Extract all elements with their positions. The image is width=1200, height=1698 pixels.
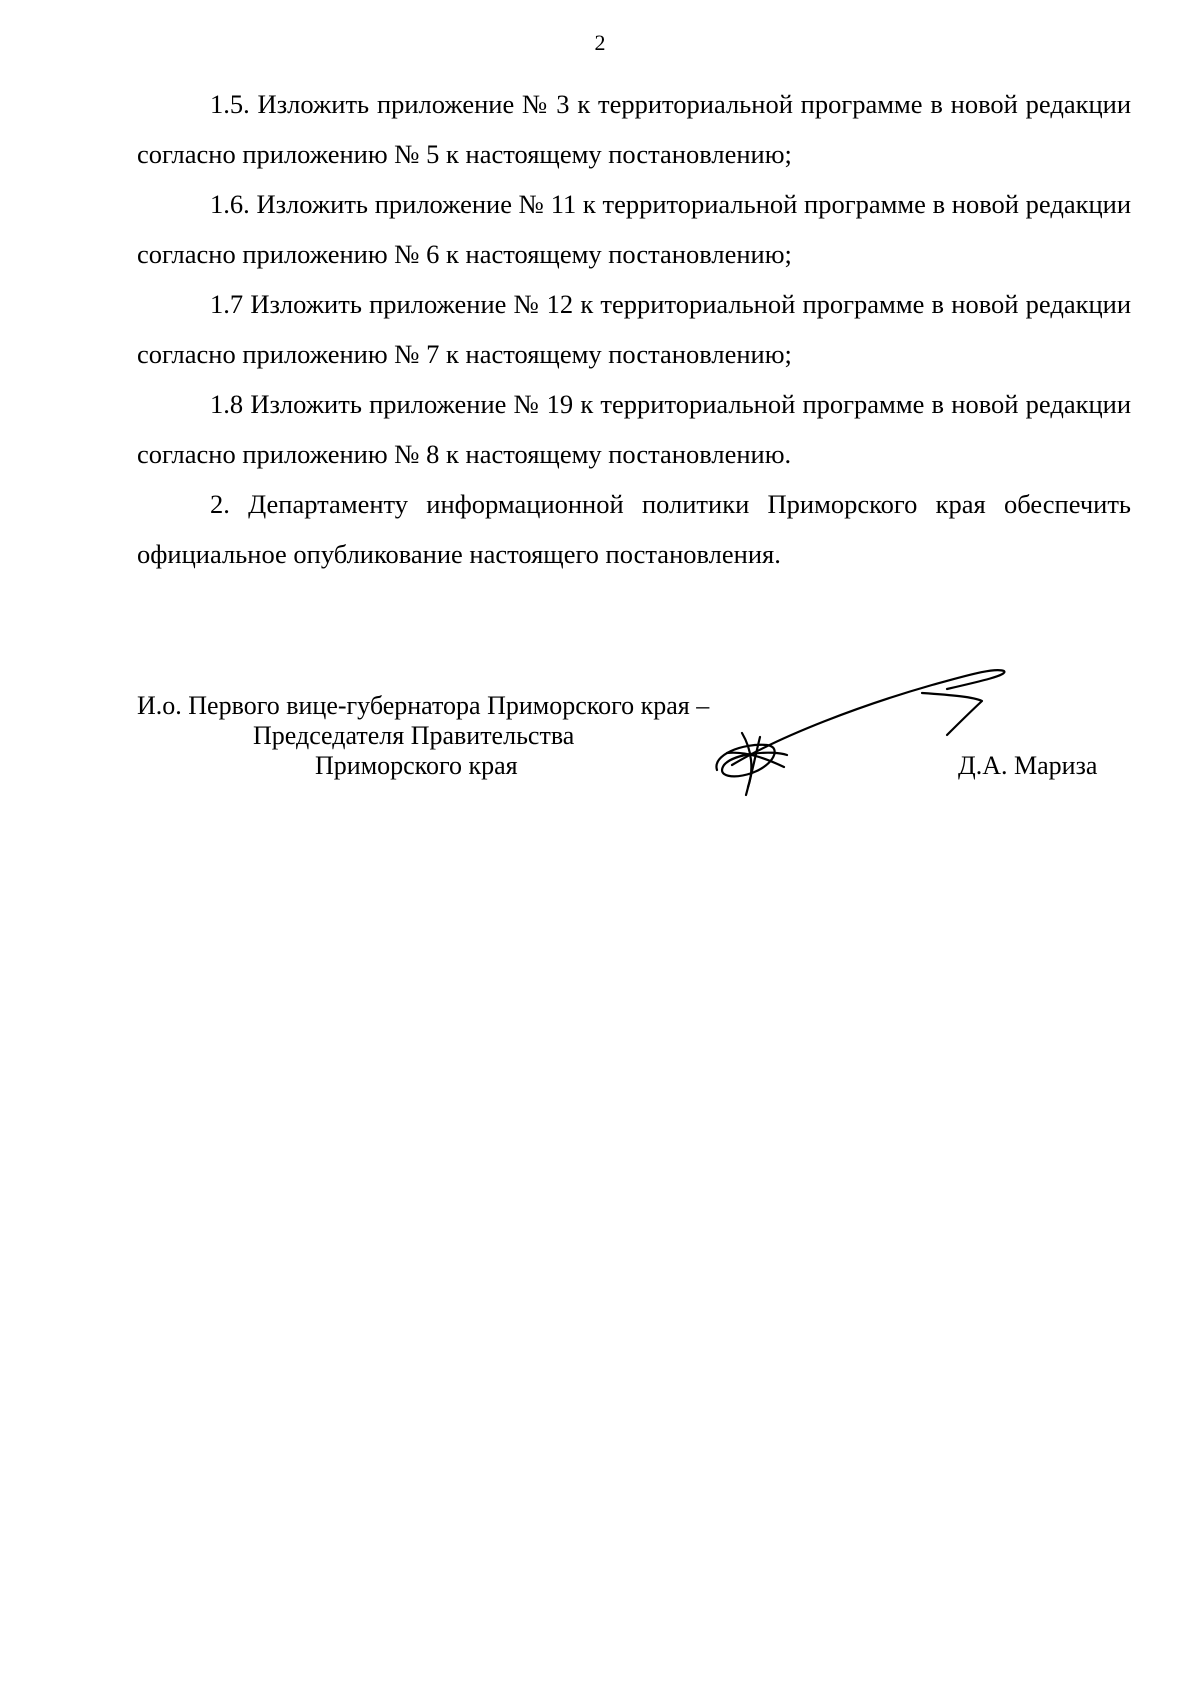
paragraph-1-5: 1.5. Изложить приложение № 3 к территориальной программе в новой редакции согласно приложению № 5 к настоящему постановлению; bbox=[137, 89, 1131, 169]
document-body bbox=[137, 79, 1131, 579]
signer-name: Д.А. Мариза bbox=[958, 751, 1098, 780]
paragraph-2: 2. Департаменту информационной политики Приморского края обеспечить официальное опубликование настоящего постановления. bbox=[137, 489, 1131, 569]
position-line-2: Председателя Правительства bbox=[253, 721, 575, 750]
signatory-position bbox=[137, 691, 709, 781]
handwritten-signature bbox=[712, 655, 1012, 805]
paragraph-1-6: 1.6. Изложить приложение № 11 к территориальной программе в новой редакции согласно приложению № 6 к настоящему постановлению; bbox=[137, 189, 1131, 269]
paragraph-1-7: 1.7 Изложить приложение № 12 к территориальной программе в новой редакции согласно приложению № 7 к настоящему постановлению; bbox=[137, 289, 1131, 369]
position-line-3: Приморского края bbox=[315, 751, 518, 780]
position-line-1: И.о. Первого вице-губернатора Приморского края – bbox=[137, 691, 710, 720]
page-number: 2 bbox=[594, 30, 606, 55]
paragraph-1-8: 1.8 Изложить приложение № 19 к территориальной программе в новой редакции согласно приложению № 8 к настоящему постановлению. bbox=[137, 389, 1131, 469]
